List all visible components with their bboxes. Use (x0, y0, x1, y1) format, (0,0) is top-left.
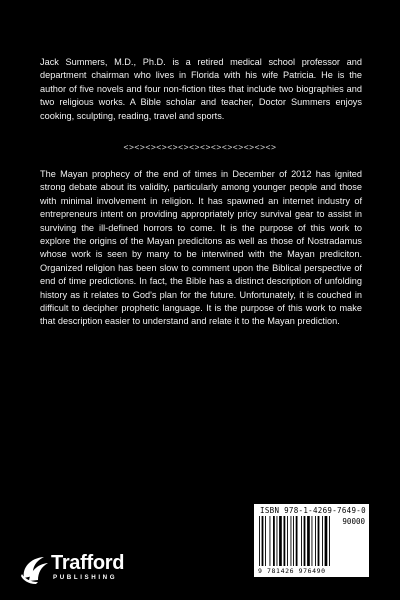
isbn-barcode-box (254, 504, 369, 577)
barcode-bar (296, 516, 298, 566)
barcode-bar (259, 516, 260, 566)
barcode-bar (291, 516, 292, 566)
barcode-bar (284, 516, 286, 566)
publisher-logo (20, 552, 160, 588)
barcode-bar (322, 516, 323, 566)
trafford-swirl-icon (20, 552, 50, 584)
barcode-icon (259, 516, 337, 568)
barcode-bar (270, 516, 271, 566)
barcode-bar (329, 516, 330, 566)
barcode-bar (279, 516, 282, 566)
price-code: 90000 (342, 517, 365, 526)
barcode-bar (307, 516, 310, 566)
isbn-number: ISBN 978-1-4269-7649-0 (260, 506, 366, 515)
publisher-subtitle: PUBLISHING (53, 574, 118, 581)
barcode-bar (273, 516, 275, 566)
publisher-name: Trafford (51, 552, 125, 574)
barcode-bar (304, 516, 306, 566)
barcode-bar (315, 516, 316, 566)
barcode-bar (293, 516, 294, 566)
book-description: The Mayan prophecy of the end of times in December of 2012 has ignited strong debate about its validity, particularly among younger people and those with minimal involvement in religion. It has spawned an internet industry of entrepreneurs intent on providing appropriately pricy survival gear to assist in surviving the ill-defined horrors to come. It is the purpose of this work to explore the origins of the Mayan predicitons as well as those of Nostradamus whose work is seen by many to be interwined with the Mayan prediciton. Organized religion has been slow to comment upon the Biblical perspective of end of time predictions. In fact, the Bible has a distinct description of unfolding history as it relates to God's plan for the future. Unfortunately, it is couched in difficult to decipher prophetic language. It is the purpose of this work to make that description easier to understand and relate it to the Mayan prediction. (40, 169, 362, 327)
barcode-bar (318, 516, 320, 566)
barcode-digits: 9 781426 976490 (258, 567, 326, 575)
barcode-bar (262, 516, 264, 566)
barcode-bar (277, 516, 278, 566)
barcode-bar (312, 516, 313, 566)
barcode-bar (265, 516, 266, 566)
barcode-bar (301, 516, 302, 566)
barcode-bar (325, 516, 328, 566)
ornamental-divider: <><><><><><><><><><><><><><> (123, 142, 277, 152)
author-bio: Jack Summers, M.D., Ph.D. is a retired medical school professor and department chairman who lives in Florida with his wife Patricia. He is the author of five novels and four non-fiction tites that include two biographies and two religious works. A Bible scholar and teacher, Doctor Summers enjoys cooking, sculpting, reading, travel and sports. (40, 57, 362, 121)
barcode-bar (287, 516, 288, 566)
